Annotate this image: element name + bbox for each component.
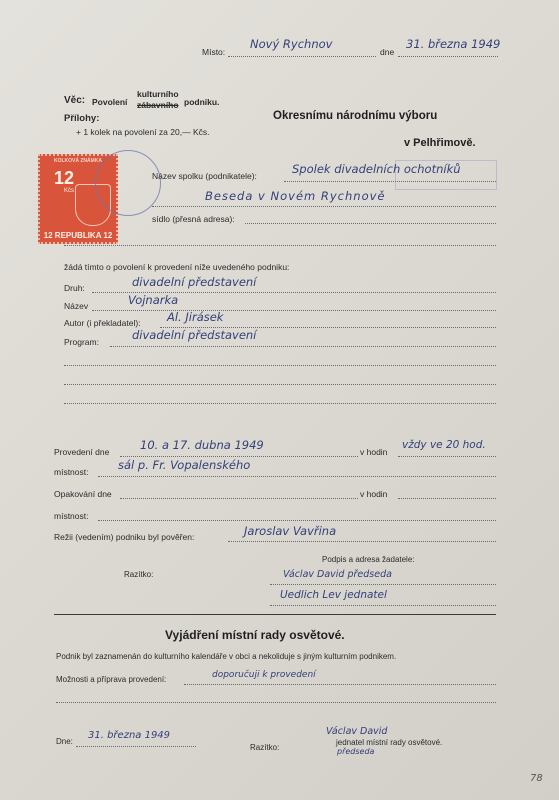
section-divider [54,614,496,615]
vec-label: Věc: [64,95,86,106]
stamp-value: 12 [54,168,75,188]
misto-value: Nový Rychnov [250,37,333,51]
signature-line-2 [270,605,496,606]
nazev-line1 [284,181,496,182]
signature-line2: Uedlich Lev jednatel [280,589,387,601]
stamp-bottom-text: 12 REPUBLIKA 12 [43,231,113,240]
program-label: Program: [64,337,99,347]
hodin2-line [398,498,496,499]
page-number: 78 [530,773,543,784]
mistnost2-line [98,520,496,521]
hodin-label: v hodin [360,447,388,457]
prilohy-label: Přílohy: [64,113,100,124]
addressee-line1: Okresnímu národnímu výboru [273,110,438,122]
program-value: divadelní představení [132,328,257,342]
program-line4 [64,403,496,404]
opakovani-line [120,498,358,499]
moznosti-label: Možnosti a příprava provedení: [56,675,167,684]
mistnost2-label: místnost: [54,511,89,521]
nazev-spolku-value1: Spolek divadelních ochotníků [292,162,461,176]
program-line3 [64,384,496,385]
program-line2 [64,365,496,366]
moznosti-value: doporučuji k provedení [212,670,316,680]
signature-line-1 [270,584,496,585]
jednatel-label: jednatel místní rady osvětové. [336,738,443,747]
autor-value: Al. Jirásek [167,310,224,324]
stamp-currency: Kčs [64,188,75,194]
dne-value: 31. března 1949 [406,37,501,51]
moznosti-line [184,684,496,685]
signature-line1: Václav David předseda [283,569,392,580]
rezie-label: Režii (vedením) podniku byl pověřen: [54,532,195,542]
provedeni-label: Provedení dne [54,447,110,457]
stamp-top-text: KOLKOVÁ ZNÁMKA [53,158,103,164]
section2-title: Vyjádření místní rady osvětové. [165,628,345,642]
dne2-value: 31. března 1949 [88,730,171,741]
moznosti-line2 [56,702,496,703]
zabavniho-text: zábavního [137,100,179,110]
misto-label: Místo: [202,47,226,57]
autor-label: Autor (i překladatel): [64,318,141,328]
mistnost-label: místnost: [54,467,89,477]
kulturniho-text: kulturního [137,89,179,99]
opakovani-label: Opakování dne [54,489,112,499]
nazev-line [92,310,496,311]
section2-text: Podnik byl zaznamenán do kulturního kalendáře v obci a nekoliduje s jiným kulturním podnikem. [56,652,397,661]
podniku-text: podniku. [184,97,220,107]
addressee-line2: v Pelhřimově. [404,137,476,149]
mistnost-value: sál p. Fr. Vopalenského [118,458,251,472]
razitko2-label: Razítko: [250,743,280,752]
dne-line [398,56,498,57]
razitko-label: Razítko: [124,570,154,579]
provedeni-line [120,456,358,457]
hodin2-label: v hodin [360,489,388,499]
intro-text: žádá tímto o povolení k provedení níže uvedeného podniku: [64,262,290,272]
misto-line [228,56,376,57]
nazev-value: Vojnarka [128,293,179,307]
nazev-line2 [152,206,496,207]
dne2-line [76,746,196,747]
sidlo-line2 [64,245,496,246]
dne-label: dne [380,47,395,57]
program-line [110,346,496,347]
dne2-label: Dne: [56,737,73,746]
rezie-line [228,541,496,542]
section2-signature2: předseda [337,747,375,756]
druh-value: divadelní představení [132,275,257,289]
druh-label: Druh: [64,283,85,293]
hodin-line [398,456,496,457]
mistnost-line [98,476,496,477]
sidlo-label: sídlo (přesná adresa): [152,214,235,224]
nazev-spolku-label: Název spolku (podnikatele): [152,171,257,181]
podpis-label: Podpis a adresa žadatele: [322,555,415,564]
section2-signature1: Václav David [326,726,388,737]
sidlo-line [245,223,496,224]
vec-text: Povolení [92,97,128,107]
rezie-value: Jaroslav Vavřina [244,524,337,538]
nazev-label: Název [64,301,89,311]
provedeni-value: 10. a 17. dubna 1949 [140,438,264,452]
kolek-text: + 1 kolek na povolení za 20,— Kčs. [76,127,210,137]
hodin-value: vždy ve 20 hod. [402,439,486,451]
nazev-spolku-value2: Beseda v Novém Rychnově [205,189,386,203]
